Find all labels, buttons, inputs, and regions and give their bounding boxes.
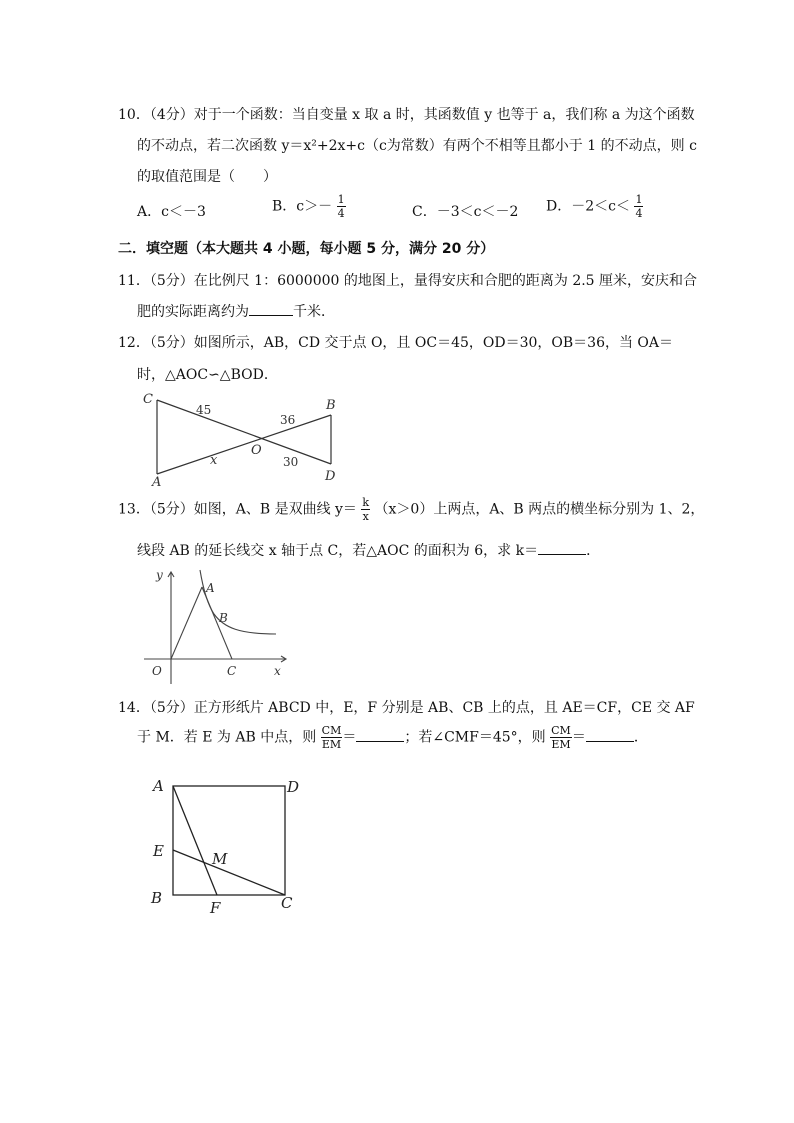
q11-line1: 11．（5分）在比例尺 1：6000000 的地图上，量得安庆和合肥的距离为 2.5 厘米，安庆和合 <box>118 273 698 289</box>
label-c: C <box>227 664 237 678</box>
q10-option-a: A．c＜－3 <box>137 204 206 220</box>
label-b: B <box>219 611 228 625</box>
label-x: x <box>274 664 281 678</box>
q13-line1-pre: 13．（5分）如图，A、B 是双曲线 y＝ <box>118 501 357 518</box>
label-b: B <box>151 889 163 907</box>
label-d: D <box>287 778 300 796</box>
label-m: M <box>212 850 228 868</box>
q14-frac1-num: CM <box>321 724 342 737</box>
q10-option-b-fraction <box>337 194 346 219</box>
label-x: x <box>210 453 218 468</box>
label-45: 45 <box>196 403 212 417</box>
label-y: y <box>156 568 163 582</box>
q13-fraction <box>361 497 370 522</box>
q14-fraction-2 <box>550 725 572 750</box>
q14-line2-post: ． <box>633 729 648 746</box>
q14-frac1-den: EM <box>321 738 342 751</box>
q12-line2: 时，△AOC∽△BOD． <box>137 367 278 383</box>
q13-frac-num: k <box>362 496 370 509</box>
square-abcd <box>173 786 285 895</box>
q10-option-b-num: 1 <box>337 193 345 206</box>
q11-line2-post: 千米． <box>293 304 335 320</box>
q10-option-c: C．－3＜c＜－2 <box>412 204 519 220</box>
q10-line2: 的不动点，若二次函数 y＝x²+2x+c（c为常数）有两个不相等且都小于 1 的不动点，则 c <box>137 138 697 154</box>
label-o: O <box>251 443 262 458</box>
q14-line2-eq1: ＝ <box>342 729 357 746</box>
label-a: A <box>206 581 215 595</box>
answer-blank <box>249 303 293 316</box>
label-a: A <box>153 777 164 795</box>
q13-line2-post: ． <box>586 543 601 559</box>
segment-ec <box>173 850 285 895</box>
label-c: C <box>143 392 153 407</box>
q11-line2 <box>137 301 335 321</box>
answer-blank <box>538 542 586 555</box>
q14-line2-mid2: ；若∠CMF＝45°，则 <box>404 729 546 746</box>
q10-line1: 10．（4分）对于一个函数：当自变量 x 取 a 时，其函数值 y 也等于 a，我们称 a 为这个函数 <box>118 107 695 123</box>
q10-option-b-den: 4 <box>337 207 345 220</box>
hyperbola-curve <box>200 570 276 634</box>
label-a: A <box>152 475 162 490</box>
segment-cd <box>157 400 331 464</box>
q10-option-d <box>546 194 643 219</box>
q13-line1 <box>118 497 704 522</box>
q13-line1-post: （x＞0）上两点，A、B 两点的横坐标分别为 1、2， <box>374 501 705 518</box>
q14-line2-eq2: ＝ <box>571 729 586 746</box>
q10-option-d-den: 4 <box>635 207 643 220</box>
label-o: O <box>152 664 162 678</box>
q10-line3: 的取值范围是（ ） <box>137 169 277 185</box>
q14-frac2-num: CM <box>551 724 571 737</box>
answer-blank-2 <box>586 729 634 742</box>
segment-af <box>173 786 217 895</box>
segment-oa <box>171 587 202 659</box>
q10-option-d-num: 1 <box>635 193 643 206</box>
answer-blank-1 <box>356 729 404 742</box>
q14-line2 <box>137 725 648 750</box>
label-36: 36 <box>280 413 296 427</box>
q14-fraction-1 <box>321 725 343 750</box>
q12-line1: 12．（5分）如图所示，AB，CD 交于点 O，且 OC＝45，OD＝30，OB＝36，当 OA＝ <box>118 335 674 351</box>
label-e: E <box>153 842 164 860</box>
q13-frac-den: x <box>362 510 369 523</box>
q14-figure <box>145 770 305 915</box>
label-c: C <box>281 894 293 912</box>
q14-line1: 14．（5分）正方形纸片 ABCD 中，E，F 分别是 AB、CB 上的点，且 AE＝CF，CE 交 AF <box>118 700 695 716</box>
q12-figure <box>140 390 350 490</box>
q10-option-b-text: B．c＞－ <box>272 198 333 215</box>
segment-ab <box>157 415 331 474</box>
section-title: 二．填空题（本大题共 4 小题，每小题 5 分，满分 20 分） <box>118 241 495 257</box>
q13-line2-pre: 线段 AB 的延长线交 x 轴于点 C，若△AOC 的面积为 6，求 k＝ <box>137 543 539 559</box>
label-30: 30 <box>283 455 299 469</box>
q14-frac2-den: EM <box>551 738 571 751</box>
label-b: B <box>326 398 336 413</box>
q10-option-d-fraction <box>634 194 643 219</box>
q11-line2-pre: 肥的实际距离约为 <box>137 304 249 320</box>
q10-option-b <box>272 194 346 219</box>
q13-figure <box>140 562 290 688</box>
q13-line2 <box>137 540 600 560</box>
q10-option-d-text: D．－2＜c＜ <box>546 198 630 215</box>
label-f: F <box>210 899 221 915</box>
q14-line2-pre: 于 M．若 E 为 AB 中点，则 <box>137 729 317 746</box>
label-d: D <box>325 469 336 484</box>
